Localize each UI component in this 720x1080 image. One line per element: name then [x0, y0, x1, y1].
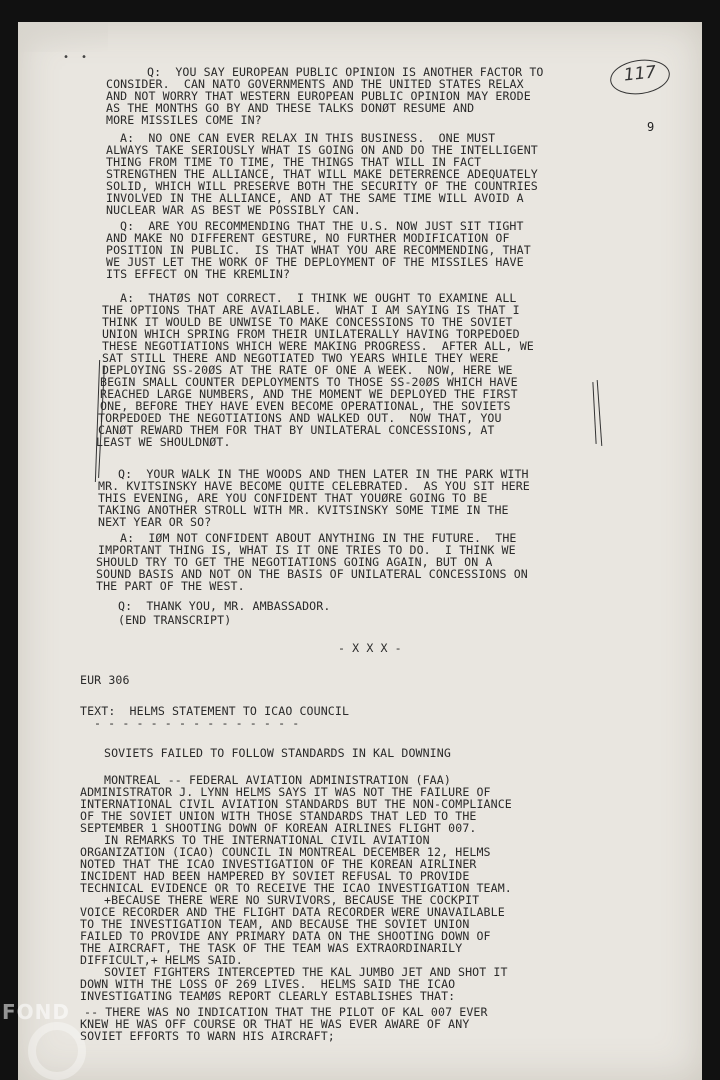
text-line: A: NO ONE CAN EVER RELAX IN THIS BUSINESS. ONE MUST	[120, 131, 496, 145]
text-line: SOVIETS FAILED TO FOLLOW STANDARDS IN KAL DOWNING	[104, 746, 451, 760]
text-line: EUR 306	[80, 673, 130, 687]
text-line: THE OPTIONS THAT ARE AVAILABLE. WHAT I AM SAYING IS THAT I	[102, 303, 520, 317]
text-line: LEAST WE SHOULDNØT.	[96, 435, 231, 449]
text-line: +BECAUSE THERE WERE NO SURVIVORS, BECAUSE THE COCKPIT	[104, 893, 480, 907]
text-line: BEGIN SMALL COUNTER DEPLOYMENTS TO THOSE SS-20ØS WHICH HAVE	[100, 375, 518, 389]
text-line: CONSIDER. CAN NATO GOVERNMENTS AND THE UNITED STATES RELAX	[106, 77, 524, 91]
text-line: (END TRANSCRIPT)	[118, 613, 232, 627]
text-line: IMPORTANT THING IS, WHAT IS IT ONE TRIES TO DO. I THINK WE	[98, 543, 516, 557]
text-line: SHOULD TRY TO GET THE NEGOTIATIONS GOING AGAIN, BUT ON A	[96, 555, 493, 569]
text-line: SOUND BASIS AND NOT ON THE BASIS OF UNILATERAL CONCESSIONS ON	[96, 567, 528, 581]
text-line: TO THE INVESTIGATION TEAM, AND BECAUSE THE SOVIET UNION	[80, 917, 470, 931]
text-line: INTERNATIONAL CIVIL AVIATION STANDARDS BUT THE NON-COMPLIANCE	[80, 797, 512, 811]
text-line: AND MAKE NO DIFFERENT GESTURE, NO FURTHER MODIFICATION OF	[106, 231, 510, 245]
page-number: 9	[647, 120, 655, 134]
text-line: POSITION IN PUBLIC. IS THAT WHAT YOU ARE RECOMMENDING, THAT	[106, 243, 531, 257]
margin-mark-right	[592, 382, 596, 444]
text-line: THE AIRCRAFT, THE TASK OF THE TEAM WAS EXTRAORDINARILY	[80, 941, 463, 955]
document-page	[18, 22, 702, 1080]
text-line: SOVIET EFFORTS TO WARN HIS AIRCRAFT;	[80, 1029, 335, 1043]
text-line: MORE MISSILES COME IN?	[106, 113, 262, 127]
text-line: THIS EVENING, ARE YOU CONFIDENT THAT YOUØRE GOING TO BE	[98, 491, 488, 505]
text-line: DOWN WITH THE LOSS OF 269 LIVES. HELMS SAID THE ICAO	[80, 977, 456, 991]
text-line: KNEW HE WAS OFF COURSE OR THAT HE WAS EVER AWARE OF ANY	[80, 1017, 470, 1031]
text-line: THING FROM TIME TO TIME, THE THINGS THAT WILL IN FACT	[106, 155, 482, 169]
text-line: ALWAYS TAKE SERIOUSLY WHAT IS GOING ON AND DO THE INTELLIGENT	[106, 143, 538, 157]
text-line: Q: YOUR WALK IN THE WOODS AND THEN LATER IN THE PARK WITH	[118, 467, 529, 481]
text-line: WE JUST LET THE WORK OF THE DEPLOYMENT OF THE MISSILES HAVE	[106, 255, 524, 269]
text-line: UNION WHICH SPRING FROM THEIR UNILATERALLY HAVING TORPEDOED	[102, 327, 520, 341]
text-line: - - - - - - - - - - - - - - -	[94, 716, 300, 730]
text-line: ITS EFFECT ON THE KREMLIN?	[106, 267, 291, 281]
text-line: ONE, BEFORE THEY HAVE EVEN BECOME OPERATIONAL, THE SOVIETS	[100, 399, 511, 413]
text-line: REACHED LARGE NUMBERS, AND THE MOMENT WE DEPLOYED THE FIRST	[100, 387, 518, 401]
text-line: DIFFICULT,+ HELMS SAID.	[80, 953, 243, 967]
reference-number: 117	[622, 62, 658, 86]
text-line: STRENGTHEN THE ALLIANCE, THAT WILL MAKE DETERRENCE ADEQUATELY	[106, 167, 538, 181]
text-line: Q: YOU SAY EUROPEAN PUBLIC OPINION IS ANOTHER FACTOR TO	[147, 65, 544, 79]
text-line: -- THERE WAS NO INDICATION THAT THE PILOT OF KAL 007 EVER	[84, 1005, 488, 1019]
text-line: NEXT YEAR OR SO?	[98, 515, 212, 529]
watermark-logo-icon	[28, 1022, 86, 1080]
margin-mark-right-2	[597, 380, 603, 446]
text-line: THE PART OF THE WEST.	[96, 579, 245, 593]
text-line: MR. KVITSINSKY HAVE BECOME QUITE CELEBRATED. AS YOU SIT HERE	[98, 479, 530, 493]
text-line: TAKING ANOTHER STROLL WITH MR. KVITSINSKY SOME TIME IN THE	[98, 503, 509, 517]
text-line: TECHNICAL EVIDENCE OR TO RECEIVE THE ICAO INVESTIGATION TEAM.	[80, 881, 512, 895]
text-line: ADMINISTRATOR J. LYNN HELMS SAYS IT WAS NOT THE FAILURE OF	[80, 785, 491, 799]
text-line: NOTED THAT THE ICAO INVESTIGATION OF THE KOREAN AIRLINER	[80, 857, 477, 871]
text-line: THINK IT WOULD BE UNWISE TO MAKE CONCESSIONS TO THE SOVIET	[102, 315, 513, 329]
text-line: OF THE SOVIET UNION WITH THOSE STANDARDS THAT LED TO THE	[80, 809, 477, 823]
text-line: - X X X -	[338, 641, 402, 655]
text-line: ORGANIZATION (ICAO) COUNCIL IN MONTREAL DECEMBER 12, HELMS	[80, 845, 491, 859]
text-line: INCIDENT HAD BEEN HAMPERED BY SOVIET REFUSAL TO PROVIDE	[80, 869, 470, 883]
text-line: SAT STILL THERE AND NEGOTIATED TWO YEARS WHILE THEY WERE	[102, 351, 499, 365]
text-line: Q: ARE YOU RECOMMENDING THAT THE U.S. NOW JUST SIT TIGHT	[120, 219, 524, 233]
text-line: Q: THANK YOU, MR. AMBASSADOR.	[118, 599, 331, 613]
text-line: DEPLOYING SS-20ØS AT THE RATE OF ONE A WEEK. NOW, HERE WE	[102, 363, 513, 377]
text-line: IN REMARKS TO THE INTERNATIONAL CIVIL AVIATION	[104, 833, 430, 847]
text-line: FAILED TO PROVIDE ANY PRIMARY DATA ON THE SHOOTING DOWN OF	[80, 929, 491, 943]
text-line: SEPTEMBER 1 SHOOTING DOWN OF KOREAN AIRLINES FLIGHT 007.	[80, 821, 477, 835]
text-line: AS THE MONTHS GO BY AND THESE TALKS DONØT RESUME AND	[106, 101, 475, 115]
text-line: SOLID, WHICH WILL PRESERVE BOTH THE SECURITY OF THE COUNTRIES	[106, 179, 538, 193]
text-line: AND NOT WORRY THAT WESTERN EUROPEAN PUBLIC OPINION MAY ERODE	[106, 89, 531, 103]
text-line: THESE NEGOTIATIONS WHICH WERE MAKING PROGRESS. AFTER ALL, WE	[102, 339, 534, 353]
text-line: VOICE RECORDER AND THE FLIGHT DATA RECORDER WERE UNAVAILABLE	[80, 905, 505, 919]
text-line: CANØT REWARD THEM FOR THAT BY UNILATERAL CONCESSIONS, AT	[98, 423, 495, 437]
text-line: SOVIET FIGHTERS INTERCEPTED THE KAL JUMBO JET AND SHOT IT	[104, 965, 508, 979]
archive-watermark: FOND	[2, 1000, 71, 1024]
text-line: A: IØM NOT CONFIDENT ABOUT ANYTHING IN THE FUTURE. THE	[120, 531, 517, 545]
text-line: NUCLEAR WAR AS BEST WE POSSIBLY CAN.	[106, 203, 361, 217]
text-line: INVOLVED IN THE ALLIANCE, AND AT THE SAME TIME WILL AVOID A	[106, 191, 524, 205]
text-line: MONTREAL -- FEDERAL AVIATION ADMINISTRATION (FAA)	[104, 773, 451, 787]
text-line: TORPEDOED THE NEGOTIATIONS AND WALKED OUT. NOW THAT, YOU	[98, 411, 502, 425]
text-line: INVESTIGATING TEAMØS REPORT CLEARLY ESTABLISHES THAT:	[80, 989, 456, 1003]
text-line: TEXT: HELMS STATEMENT TO ICAO COUNCIL	[80, 704, 350, 718]
text-line: A: THATØS NOT CORRECT. I THINK WE OUGHT TO EXAMINE ALL	[120, 291, 517, 305]
punch-marks: • •	[63, 52, 88, 63]
